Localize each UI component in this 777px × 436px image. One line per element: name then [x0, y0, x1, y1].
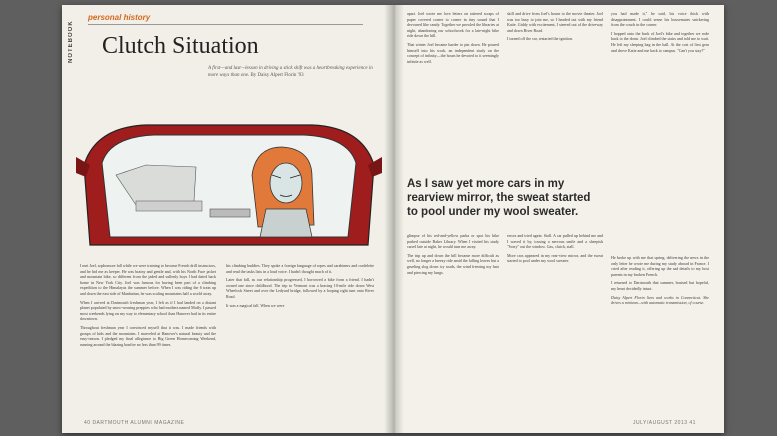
paragraph: I hopped onto the back of Joel's bike and together we rode back to the dorm. Joel climbed the stairs and told me to wait. He left my sleeping bag in the hall. At the cost of first gear and drove Katie and me back to campus. "Can't you stay?" [611, 30, 709, 53]
right-lower-column-1 [407, 233, 499, 417]
deck-text: A first—and last—lesson in driving a stick shift was a heartbreaking experience in more ways than one. [208, 66, 373, 78]
right-lower-column-2 [507, 233, 603, 417]
right-lower-column-3 [611, 255, 709, 417]
paragraph: skill and drive from Joel's house to the movie theater. Joel was too busy to join me, so I headed out with my friend Katie. Giddy with excitement, I steered out of the driveway and down River Road. [507, 11, 603, 33]
paragraph: When I arrived at Dartmouth freshman year, I felt as if I had landed on a distant planet populated by snow-wearing preppies who had mothers named Muffy. I passed most weekends lying on my way to elementary school than Hanover had in its entire downtown. [80, 299, 216, 322]
right-page [393, 5, 724, 433]
section-tag: NOTEBOOK [68, 20, 74, 63]
paragraph: The trip up and down the hill became more difficult as well, no longer a breezy ride amid the falling leaves but a grueling slog down icy roads, the wind freezing my hair and piercing my lungs. [407, 252, 499, 275]
right-column-2 [507, 11, 603, 173]
left-folio: 40 DARTMOUTH ALUMNI MAGAZINE [84, 420, 185, 426]
paragraph: apart. Joel wrote me love letters on tattered scraps of paper covered corner to corner in tiny sound that I devoured like candy. Together we prowled the libraries at night, abandoning our schoolwork for a late-night bike ride down the hill. [407, 11, 499, 39]
magazine-spread [62, 5, 724, 433]
spine-shadow [384, 5, 404, 433]
car-illustration [76, 105, 382, 257]
right-column-1 [407, 11, 499, 173]
left-column-2 [226, 263, 374, 417]
paragraph: errors and tried again. Stall. A car pulled up behind me and I waved it by, tossing a nervous smile and a sheepish "Sorry" out the window. Gas, clutch, stall. [507, 233, 603, 250]
paragraph: He broke up with me that spring, delivering the news in the only letter he wrote me during my study abroad in France. I cried after reading it, offering up the sad details to my host parents in my broken French. [611, 255, 709, 277]
paragraph: Throughout freshman year I convinced myself that it was. I made friends with groups of kids and the mountains. I marveled at Hanover's natural beauty and the easy-reason. I pledged my final allegiance to Big Green Homecoming Weekend, running around the blazing bonfire no less than 99 times. [80, 324, 216, 347]
right-folio: JULY/AUGUST 2013 41 [633, 420, 696, 426]
article-title: Clutch Situation [102, 33, 259, 59]
right-column-3 [611, 11, 709, 251]
paragraph: I met Joel, sophomore fall while we were training to become French drill instructors, and he hid me as keeper. He was brainy and gentle and, with his North Face jacket and mountain bike, so different from the jaded and sullenly boys I had dated back home in New York City. Joel was famous for having been part of a climbing expedition to the Himalayas the summer before. When I was riding the 6 train up and down the east side of Manhattan, he was scaling mountains half a world away. [80, 263, 216, 296]
paragraph: It was a magical fall. When we were [226, 302, 285, 308]
paragraph: glimpse of his red-and-yellow parka or spot his bike parked outside Baker Library. When I visited his study carrel late at night, he would turn me away. [407, 233, 499, 250]
left-page [62, 5, 393, 433]
byline: By Daisy Alpert Florin '93 [250, 73, 304, 78]
department-rule [88, 24, 363, 25]
author-bio: Daisy Alpert Florin lives and works in Connecticut. She drives a minivan—with automatic transmission, of course. [611, 294, 709, 306]
paragraph: Later that fall, as our relationship progressed, I borrowed a bike from a friend. I hadn't owned one since childhood. The trip to Vermont was a bracing 10-mile ride down West Wheelock Street and over the Ledyard bridge, followed by a looping right turn onto River Road. [226, 277, 374, 299]
paragraph: I returned to Dartmouth that summer, bruised but hopeful, my heart decidedly intact. [611, 280, 709, 291]
department-label: personal history [88, 13, 151, 22]
paragraph: his climbing buddies. They spoke a foreign language of ropes and carabiners and cordelette and read the tasks lists in a loud voice. I hadn't thought much of it. [226, 263, 374, 274]
article-deck [208, 65, 378, 79]
paragraph: That winter Joel became harder to pin down. He poured himself into his work, an independent study on the concept of infinity—the hours he devoted to it seemingly infinite as well. [407, 41, 499, 64]
pull-quote: As I saw yet more cars in my rearview mirror, the sweat started to pool under my wool sweater. [407, 178, 591, 218]
paragraph: you had made it," he said, his voice thick with disappointment. I could sense his housemates snickering from the couch in the corner. [611, 11, 709, 28]
paragraph: I turned off the car, restarted the ignition. [507, 36, 573, 42]
left-column-1 [80, 263, 216, 417]
paragraph: More cars appeared in my rear-view mirror, and the sweat started to pool under my wool sweater. [507, 252, 603, 264]
